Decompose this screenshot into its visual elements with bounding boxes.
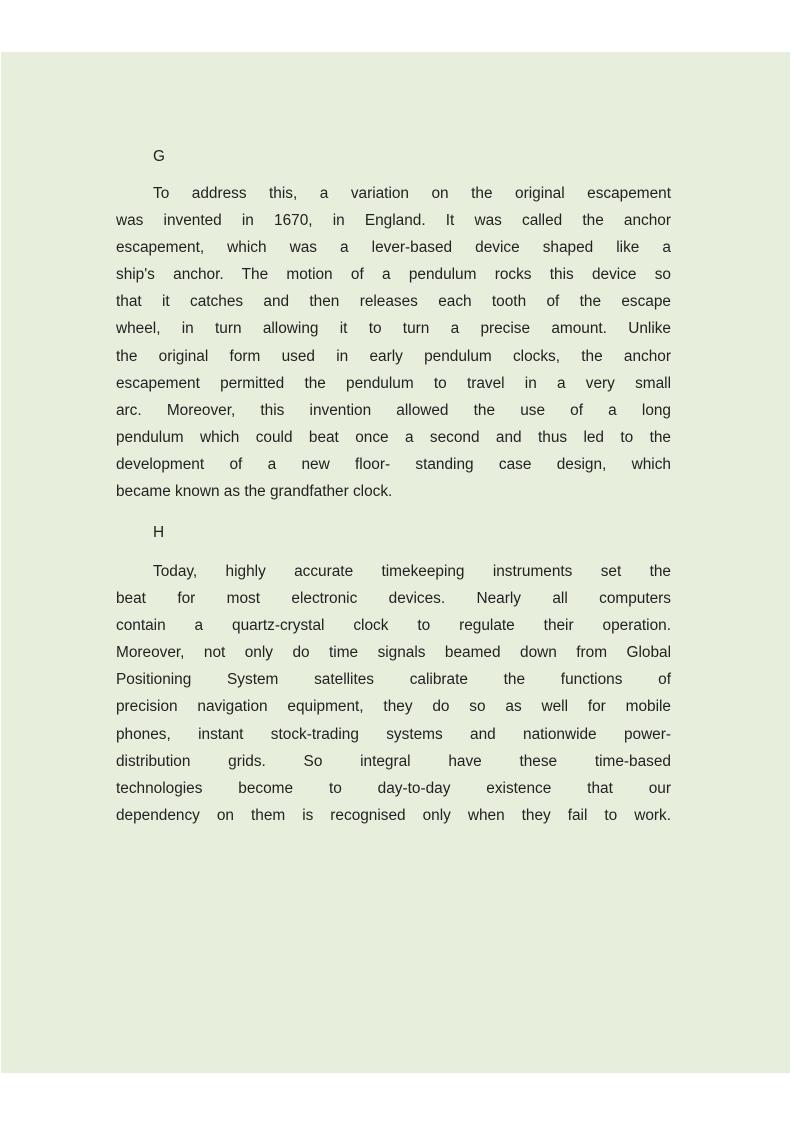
paragraph-line: dependency on them is recognised only when they fail to work. [116,806,671,824]
paragraph-line: distribution grids. So integral have these time-based [116,752,671,770]
section-letter-g: G [153,148,165,165]
paragraph-line: To address this, a variation on the original escapement [153,185,671,202]
paragraph-line: phones, instant stock-trading systems and nationwide power- [116,725,671,743]
section-letter-h: H [153,524,165,541]
paragraph-line: development of a new floor- standing case design, which [116,455,671,473]
paragraph-line: Today, highly accurate timekeeping instruments set the [153,563,671,580]
paragraph-line: technologies become to day-to-day existence that our [116,779,671,797]
paragraph-line: Moreover, not only do time signals beamed down from Global [116,644,671,662]
paragraph-line: contain a quartz-crystal clock to regulate their operation. [116,617,671,635]
paragraph-line: the original form used in early pendulum clocks, the anchor [116,347,671,365]
paragraph-line: precision navigation equipment, they do so as well for mobile [116,698,671,716]
paragraph-line: pendulum which could beat once a second and thus led to the [116,428,671,446]
paragraph-line: beat for most electronic devices. Nearly all computers [116,590,671,608]
paragraph-line: was invented in 1670, in England. It was called the anchor [116,212,671,230]
paragraph-line: escapement permitted the pendulum to travel in a very small [116,374,671,392]
paragraph-line: Positioning System satellites calibrate the functions of [116,671,671,689]
paragraph-line: ship's anchor. The motion of a pendulum rocks this device so [116,266,671,284]
paragraph-line: escapement, which was a lever-based device shaped like a [116,239,671,257]
paragraph-line: that it catches and then releases each tooth of the escape [116,293,671,311]
paragraph-line: arc. Moreover, this invention allowed the use of a long [116,401,671,419]
paragraph-line: became known as the grandfather clock. [116,483,393,501]
paragraph-g [116,184,671,509]
paragraph-h [116,562,671,833]
paragraph-line: wheel, in turn allowing it to turn a precise amount. Unlike [116,320,671,338]
document-page [1,52,790,1073]
